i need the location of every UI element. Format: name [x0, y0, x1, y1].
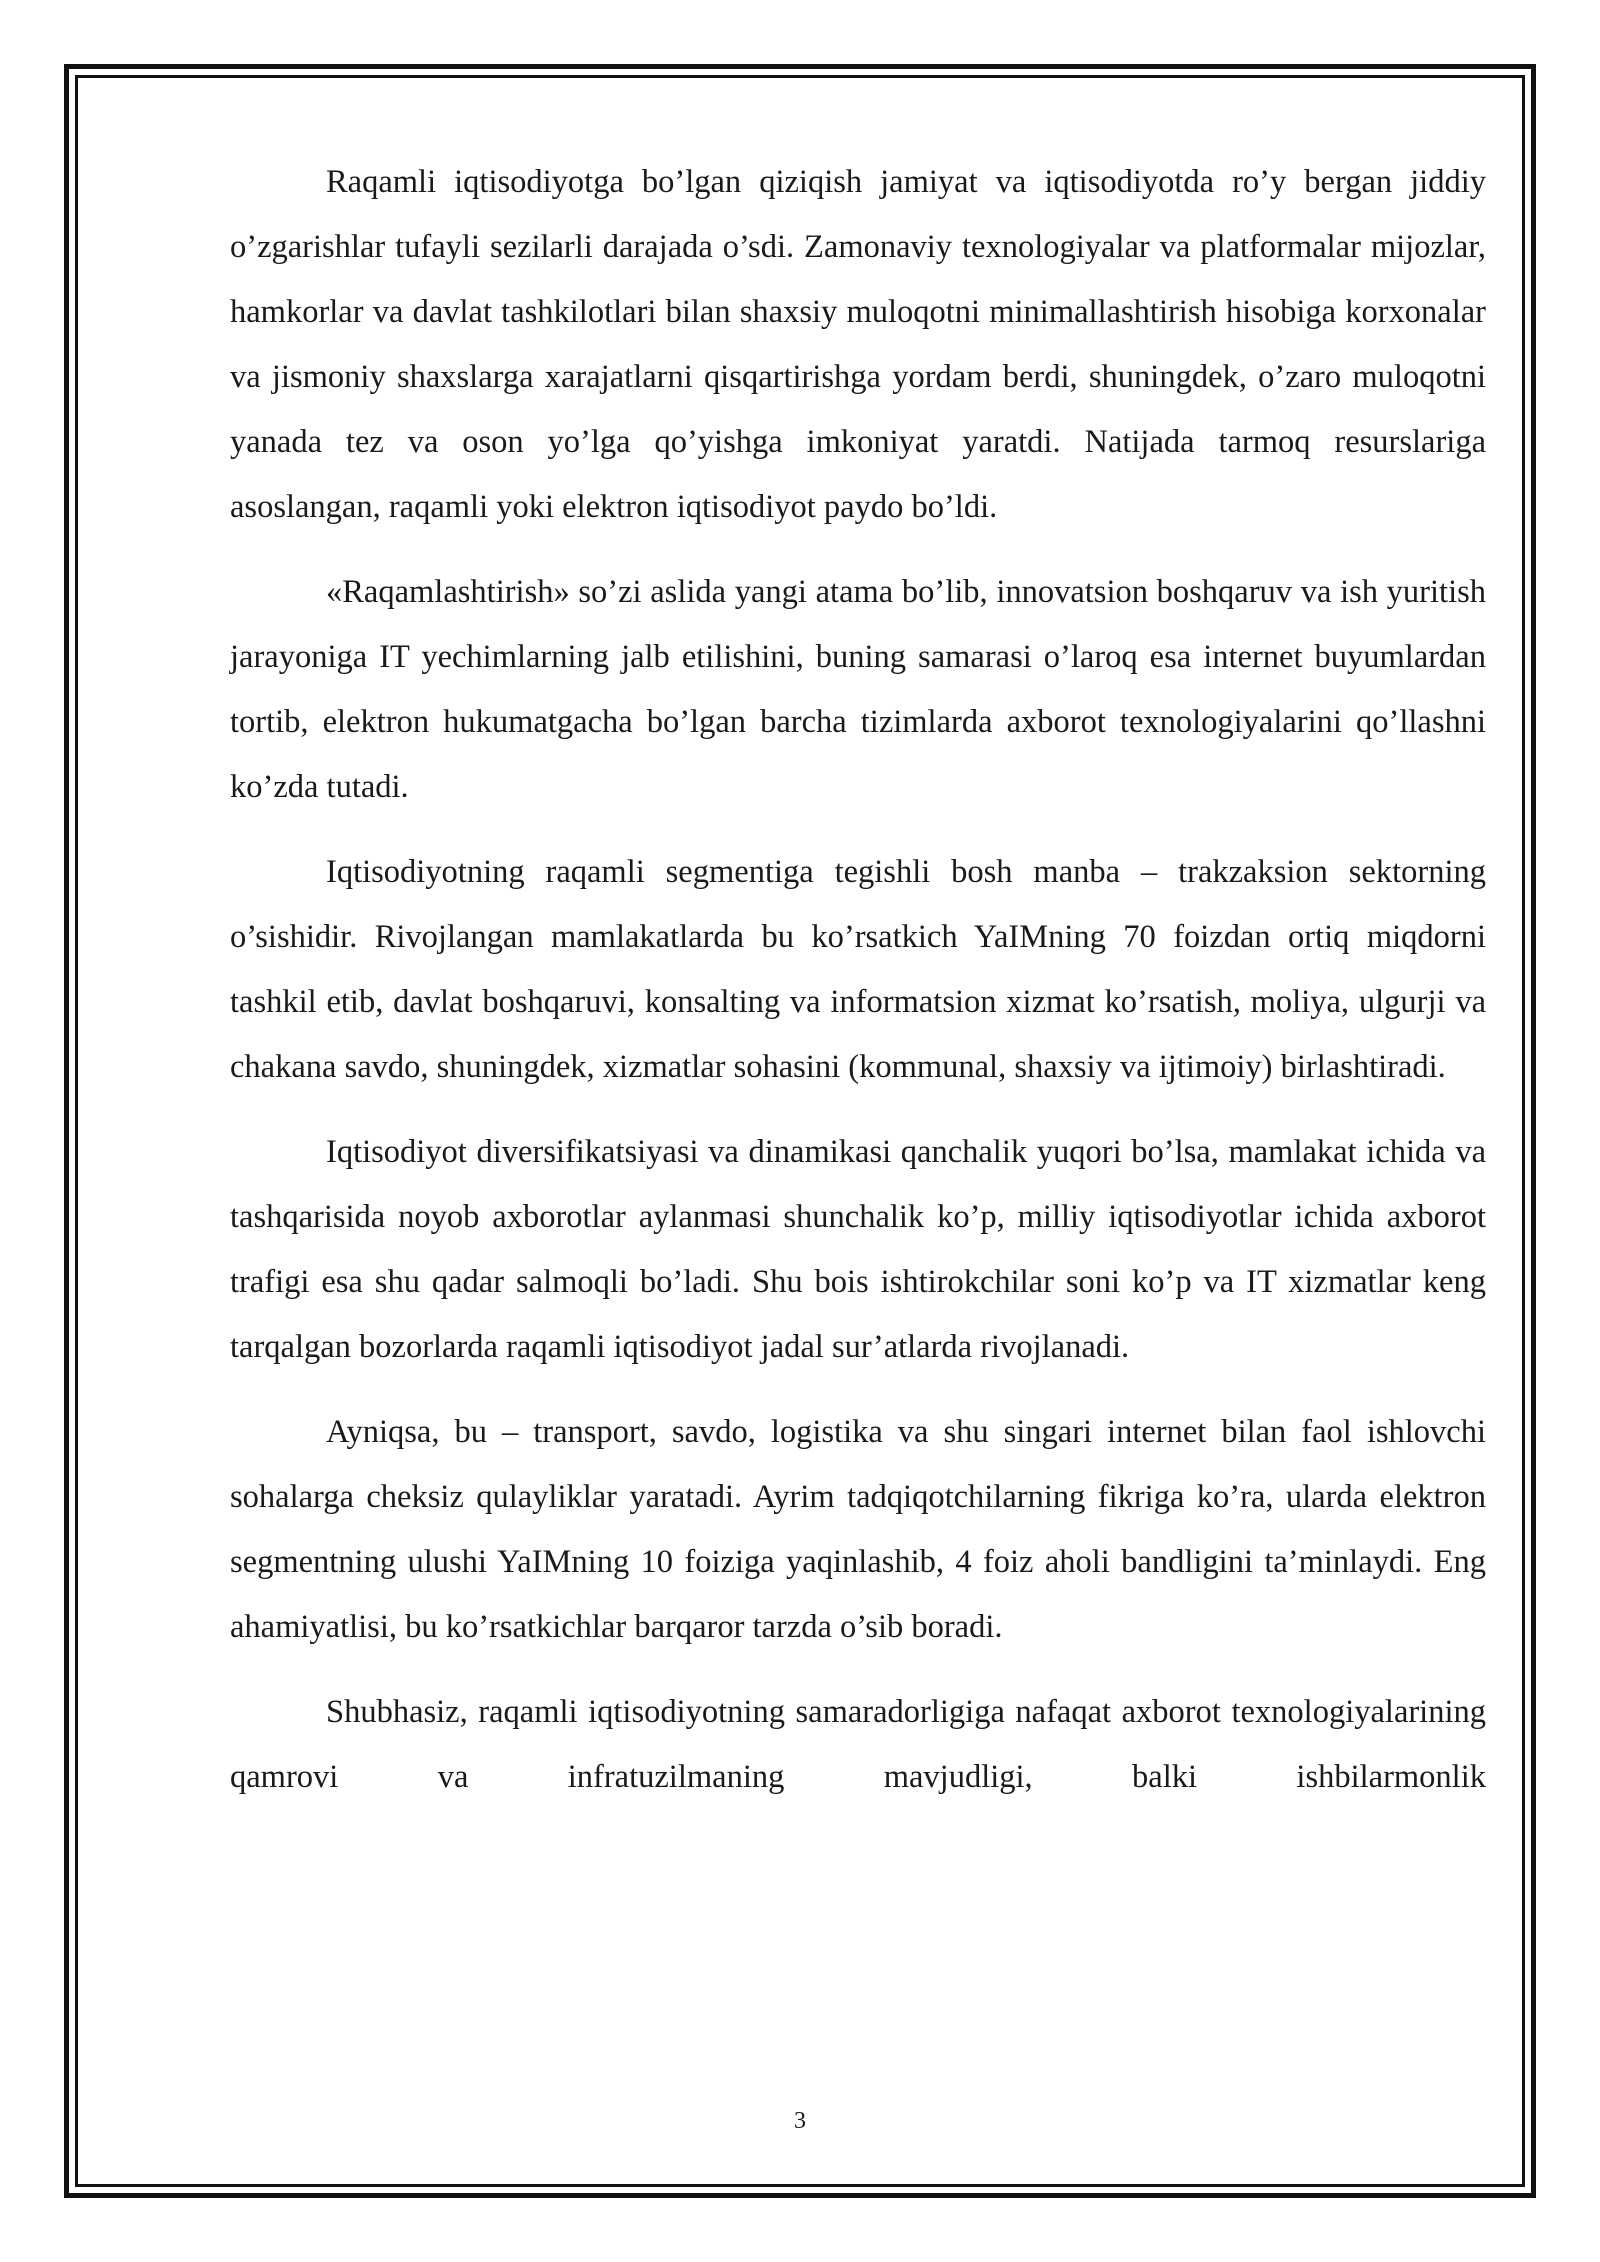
paragraph-1: Raqamli iqtisodiyotga bo’lgan qiziqish jamiyat va iqtisodiyotda ro’y bergan jiddiy o’zgarishlar tufayli sezilarli darajada o’sdi. Zamonaviy texnologiyalar va platformalar mijozlar, hamkorlar va davlat tashkilotlari bilan shaxsiy muloqotni minimallashtirish hisobiga korxonalar va jismoniy shaxslarga xarajatlarni qisqartirishga yordam berdi, shuningdek, o’zaro muloqotni yanada tez va oson yo’lga qo’yishga imkoniyat yaratdi. Natijada tarmoq resurslariga asoslangan, raqamli yoki elektron iqtisodiyot paydo bo’ldi.: [230, 164, 1486, 525]
paragraph-4: Iqtisodiyot diversifikatsiyasi va dinamikasi qanchalik yuqori bo’lsa, mamlakat ichida va tashqarisida noyob axborotlar aylanmasi shunchalik ko’p, milliy iqtisodiyotlar ichida axborot trafigi esa shu qadar salmoqli bo’ladi. Shu bois ishtirokchilar soni ko’p va IT xizmatlar keng tarqalgan bozorlarda raqamli iqtisodiyot jadal sur’atlarda rivojlanadi.: [230, 1134, 1486, 1365]
document-body: [230, 150, 1486, 1830]
paragraph-5: Ayniqsa, bu – transport, savdo, logistika va shu singari internet bilan faol ishlovchi sohalarga cheksiz qulayliklar yaratadi. Ayrim tadqiqotchilarning fikriga ko’ra, ularda elektron segmentning ulushi YaIMning 10 foiziga yaqinlashib, 4 foiz aholi bandligini ta’minlaydi. Eng ahamiyatlisi, bu ko’rsatkichlar barqaror tarzda o’sib boradi.: [230, 1414, 1486, 1645]
paragraph-2: «Raqamlashtirish» so’zi aslida yangi atama bo’lib, innovatsion boshqaruv va ish yuritish jarayoniga IT yechimlarning jalb etilishini, buning samarasi o’laroq esa internet buyumlardan tortib, elektron hukumatgacha bo’lgan barcha tizimlarda axborot texnologiyalarini qo’llashni ko’zda tutadi.: [230, 574, 1486, 805]
paragraph-3: Iqtisodiyotning raqamli segmentiga tegishli bosh manba – trakzaksion sektorning o’sishidir. Rivojlangan mamlakatlarda bu ko’rsatkich YaIMning 70 foizdan ortiq miqdorni tashkil etib, davlat boshqaruvi, konsalting va informatsion xizmat ko’rsatish, moliya, ulgurji va chakana savdo, shuningdek, xizmatlar sohasini (kommunal, shaxsiy va ijtimoiy) birlashtiradi.: [230, 854, 1486, 1085]
paragraph-6: Shubhasiz, raqamli iqtisodiyotning samaradorligiga nafaqat axborot texnologiyalarining qamrovi va infratuzilmaning mavjudligi, balki ishbilarmonlik: [230, 1694, 1486, 1795]
page-number: 3: [794, 2108, 806, 2134]
